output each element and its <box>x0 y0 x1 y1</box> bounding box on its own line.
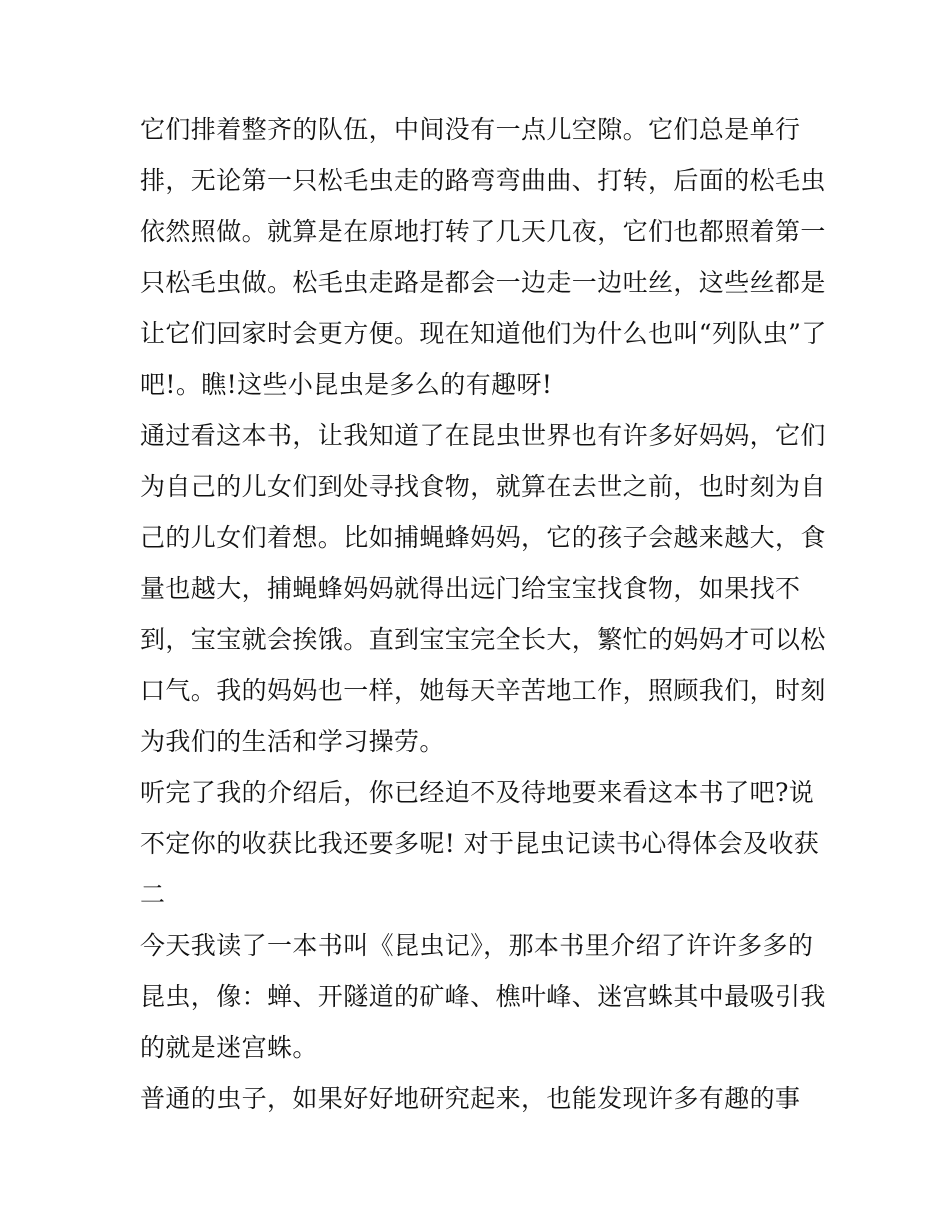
text-line: 己的儿女们着想。比如捕蝇蜂妈妈，它的孩子会越来越大，食 <box>140 523 826 552</box>
text-line: 今天我读了一本书叫《昆虫记》，那本书里介绍了许许多多的 <box>140 931 814 960</box>
text-line: 口气。我的妈妈也一样，她每天辛苦地工作，照顾我们，时刻 <box>140 676 826 705</box>
text-line: 为我们的生活和学习操劳。 <box>140 727 445 756</box>
text-line: 二 <box>140 880 166 909</box>
text-line: 的就是迷宫蛛。 <box>140 1033 318 1062</box>
text-line: 它们排着整齐的队伍，中间没有一点儿空隙。它们总是单行 <box>140 115 801 144</box>
text-line: 通过看这本书，让我知道了在昆虫世界也有许多好妈妈，它们 <box>140 421 826 450</box>
text-line: 听完了我的介绍后，你已经迫不及待地要来看这本书了吧?说 <box>140 778 815 807</box>
text-line: 不定你的收获比我还要多呢! 对于昆虫记读书心得体会及收获 <box>140 829 820 858</box>
body-text <box>140 104 827 1124</box>
text-line: 只松毛虫做。松毛虫走路是都会一边走一边吐丝，这些丝都是 <box>140 268 826 297</box>
text-line: 依然照做。就算是在原地打转了几天几夜，它们也都照着第一 <box>140 217 826 246</box>
text-line: 到，宝宝就会挨饿。直到宝宝完全长大，繁忙的妈妈才可以松 <box>140 625 826 654</box>
text-line: 让它们回家时会更方便。现在知道他们为什么也叫“列队虫”了 <box>140 319 827 348</box>
text-line: 排，无论第一只松毛虫走的路弯弯曲曲、打转，后面的松毛虫 <box>140 166 826 195</box>
text-line: 为自己的儿女们到处寻找食物，就算在去世之前，也时刻为自 <box>140 472 826 501</box>
text-line: 吧!。瞧!这些小昆虫是多么的有趣呀! <box>140 370 553 399</box>
text-line: 昆虫，像：蝉、开隧道的矿峰、樵叶峰、迷宫蛛其中最吸引我 <box>140 982 826 1011</box>
text-line: 普通的虫子，如果好好地研究起来，也能发现许多有趣的事 <box>140 1084 801 1113</box>
text-line: 量也越大，捕蝇蜂妈妈就得出远门给宝宝找食物，如果找不 <box>140 574 801 603</box>
